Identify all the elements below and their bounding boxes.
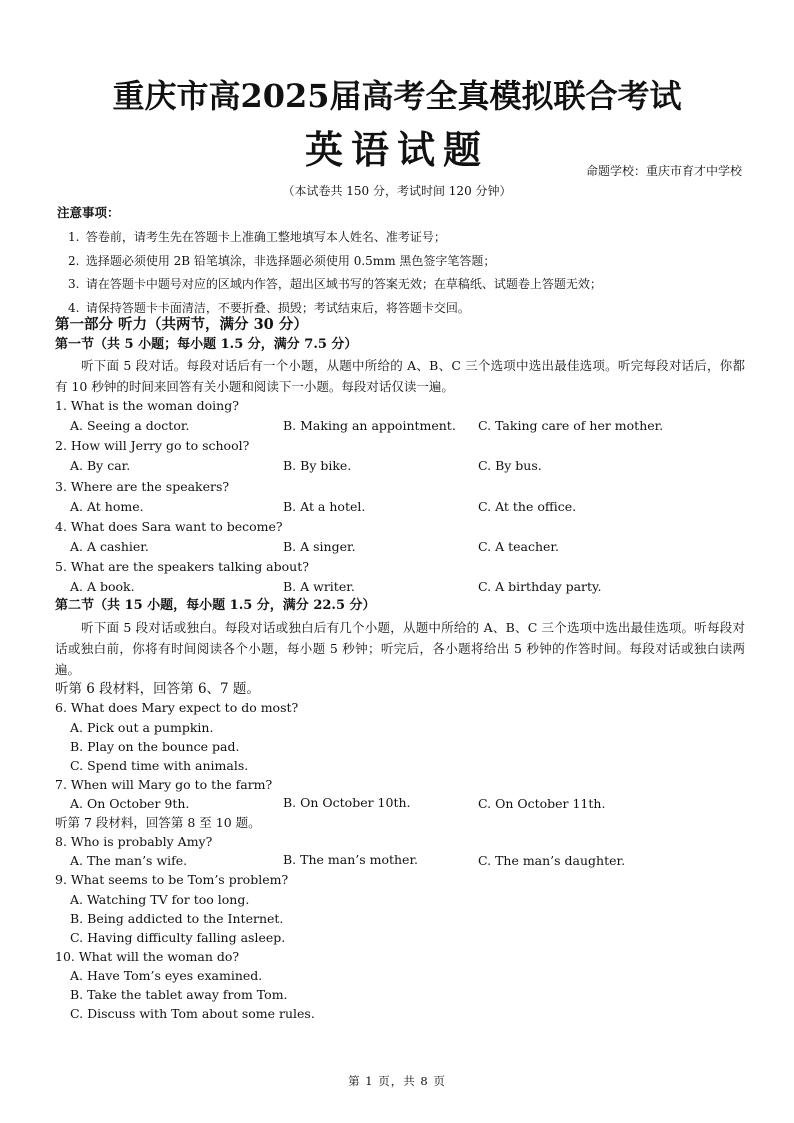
note-number: 4.	[68, 300, 80, 315]
question-6-option-b: B. Play on the bounce pad.	[70, 739, 240, 754]
material-7-heading: 听第 7 段材料，回答第 8 至 10 题。	[55, 815, 261, 830]
exam-info: （本试卷共 150 分，考试时间 120 分钟）	[282, 184, 512, 198]
notes-title: 注意事项：	[57, 205, 120, 220]
question-9-option-c: C. Having difficulty falling asleep.	[70, 930, 286, 945]
note-text: 选择题必须使用 2B 铅笔填涂，非选择题必须使用 0.5mm 黑色签字笔答题；	[85, 253, 496, 268]
question-3-stem: 3. Where are the speakers?	[55, 479, 230, 494]
question-8-option-c: C. The man’s daughter.	[478, 853, 626, 868]
question-9-option-a: A. Watching TV for too long.	[70, 892, 250, 907]
note-text: 请保持答题卡卡面清洁，不要折叠、损毁；考试结束后，将答题卡交回。	[85, 300, 470, 315]
section2-instructions: 听下面 5 段对话或独白。每段对话或独白后有几个小题，从题中所给的 A、B、C 三个选项中选出最佳选项。听每段对话或独白前，你将有时间阅读各个小题，每小题 5 秒钟；听完后，各小题将给出 5 秒钟的作答时间。每段对话或独白读两遍。	[55, 620, 745, 677]
question-10-option-c: C. Discuss with Tom about some rules.	[70, 1006, 315, 1021]
question-10-option-b: B. Take the tablet away from Tom.	[70, 987, 288, 1002]
question-3-option-b: B. At a hotel.	[283, 499, 366, 514]
question-6-option-c: C. Spend time with animals.	[70, 758, 249, 773]
question-2-stem: 2. How will Jerry go to school?	[55, 438, 250, 453]
question-8-option-a: A. The man’s wife.	[70, 853, 188, 868]
setter-school: 命题学校：重庆市育才中学校	[585, 164, 742, 178]
question-5-option-c: C. A birthday party.	[478, 579, 602, 594]
question-3-option-c: C. At the office.	[478, 499, 577, 514]
question-2-option-c: C. By bus.	[478, 458, 542, 473]
question-4-stem: 4. What does Sara want to become?	[55, 519, 283, 534]
note-item	[68, 250, 768, 274]
note-number: 3.	[68, 277, 80, 291]
question-7-stem: 7. When will Mary go to the farm?	[55, 777, 273, 792]
question-2-option-a: A. By car.	[70, 458, 131, 473]
section1-title: 第一节（共 5 小题；每小题 1.5 分，满分 7.5 分）	[55, 337, 358, 352]
note-text: 请在答题卡中题号对应的区域内作答，超出区域书写的答案无效；在草稿纸、试题卷上答题无效；	[85, 277, 602, 291]
question-5-stem: 5. What are the speakers talking about?	[55, 559, 309, 574]
question-4-option-b: B. A singer.	[283, 539, 356, 554]
question-5-option-b: B. A writer.	[283, 579, 355, 594]
note-item	[68, 273, 768, 297]
notes-list	[68, 226, 768, 320]
exam-main-title: 重庆市高2025届高考全真模拟联合考试	[112, 77, 682, 115]
question-10-stem: 10. What will the woman do?	[55, 949, 240, 964]
question-5-option-a: A. A book.	[70, 579, 135, 594]
subject-title: 英语试题	[304, 127, 489, 172]
note-number: 2.	[68, 253, 80, 268]
question-1-option-a: A. Seeing a doctor.	[70, 418, 190, 433]
material-6-heading: 听第 6 段材料，回答第 6、7 题。	[55, 681, 260, 697]
question-7-option-a: A. On October 9th.	[70, 796, 190, 811]
question-4-option-a: A. A cashier.	[70, 539, 149, 554]
question-9-option-b: B. Being addicted to the Internet.	[70, 911, 284, 926]
note-item	[68, 226, 768, 250]
question-6-stem: 6. What does Mary expect to do most?	[55, 700, 299, 715]
question-1-option-b: B. Making an appointment.	[283, 418, 456, 433]
question-10-option-a: A. Have Tom’s eyes examined.	[70, 968, 263, 983]
question-7-option-c: C. On October 11th.	[478, 796, 606, 811]
note-text: 答卷前，请考生先在答题卡上准确工整地填写本人姓名、准考证号；	[85, 230, 446, 244]
question-1-option-c: C. Taking care of her mother.	[478, 418, 664, 433]
question-3-option-a: A. At home.	[70, 499, 144, 514]
part1-title: 第一部分 听力（共两节，满分 30 分）	[55, 316, 308, 333]
section1-instructions: 听下面 5 段对话。每段对话后有一个小题，从题中所给的 A、B、C 三个选项中选出最佳选项。听完每段对话后，你都有 10 秒钟的时间来回答有关小题和阅读下一小题。每段对话仅读一遍。	[55, 358, 745, 394]
note-number: 1.	[68, 230, 80, 244]
question-8-option-b: B. The man’s mother.	[283, 852, 419, 867]
section2-title: 第二节（共 15 小题，每小题 1.5 分，满分 22.5 分）	[55, 598, 376, 613]
question-7-option-b: B. On October 10th.	[283, 795, 411, 810]
question-9-stem: 9. What seems to be Tom’s problem?	[55, 872, 289, 887]
page-footer: 第 1 页，共 8 页	[348, 1074, 446, 1088]
question-8-stem: 8. Who is probably Amy?	[55, 834, 213, 849]
question-1-stem: 1. What is the woman doing?	[55, 398, 239, 413]
question-6-option-a: A. Pick out a pumpkin.	[70, 720, 214, 735]
question-4-option-c: C. A teacher.	[478, 539, 559, 554]
question-2-option-b: B. By bike.	[283, 458, 352, 473]
